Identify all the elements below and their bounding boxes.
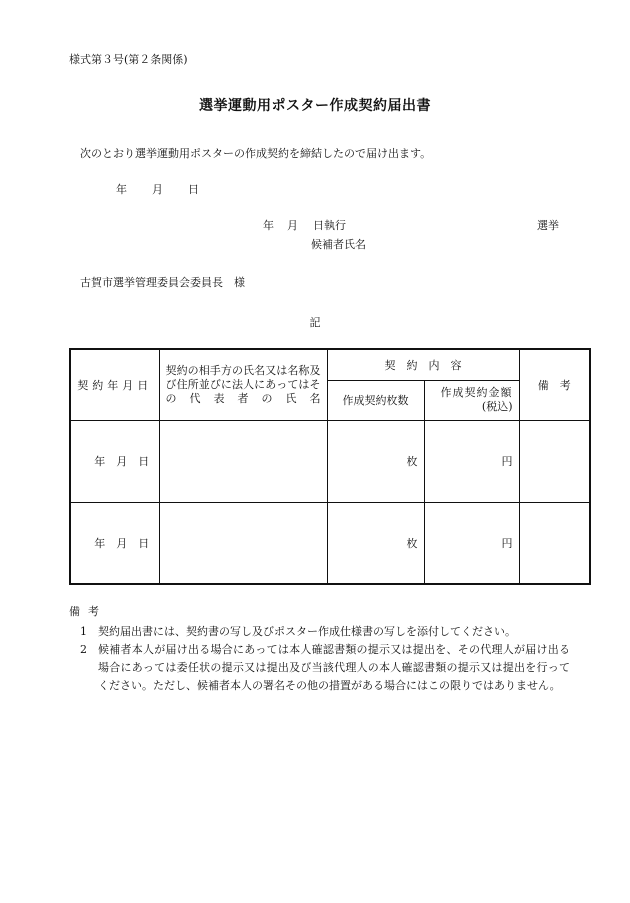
date-year: 年 bbox=[116, 183, 127, 196]
notes-list bbox=[80, 623, 570, 695]
table-row bbox=[70, 420, 590, 502]
intro-text: 次のとおり選挙運動用ポスターの作成契約を締結したので届け出ます。 bbox=[80, 147, 432, 160]
election-label: 選挙 bbox=[537, 219, 559, 232]
header-remarks: 備 考 bbox=[519, 349, 590, 420]
date-day: 日 bbox=[188, 183, 199, 196]
form-number: 様式第３号(第２条関係) bbox=[69, 53, 188, 66]
note-item bbox=[80, 641, 570, 695]
execution-date bbox=[263, 217, 346, 233]
row-amount[interactable]: 円 bbox=[424, 420, 519, 502]
ki-label: 記 bbox=[309, 316, 321, 329]
row-date[interactable]: 年 月 日 bbox=[70, 420, 159, 502]
contract-table bbox=[69, 348, 591, 585]
row-count[interactable]: 枚 bbox=[327, 420, 424, 502]
header-amount-tax: (税込) bbox=[481, 400, 513, 413]
row-date[interactable]: 年 月 日 bbox=[70, 502, 159, 584]
exec-day: 日執行 bbox=[313, 219, 346, 232]
header-contract-party: 契約の相手方の氏名又は名称及び住所並びに法人にあってはその代表者の氏名 bbox=[159, 349, 327, 420]
table-row bbox=[70, 502, 590, 584]
exec-year: 年 bbox=[263, 219, 274, 232]
submission-date bbox=[116, 181, 199, 197]
notes-title: 備考 bbox=[69, 605, 107, 618]
header-contract-count: 作成契約枚数 bbox=[327, 380, 424, 420]
header-amount-label: 作成契約金額 bbox=[440, 386, 513, 399]
note-text: 契約届出書には、契約書の写し及びポスター作成仕様書の写しを添付してください。 bbox=[98, 625, 516, 638]
header-contract-amount bbox=[424, 380, 519, 420]
row-remarks[interactable] bbox=[519, 420, 590, 502]
candidate-name-label: 候補者氏名 bbox=[311, 238, 366, 251]
note-item bbox=[80, 623, 570, 641]
document-title: 選挙運動用ポスター作成契約届出書 bbox=[199, 98, 431, 114]
row-party[interactable] bbox=[159, 420, 327, 502]
row-count[interactable]: 枚 bbox=[327, 502, 424, 584]
row-party[interactable] bbox=[159, 502, 327, 584]
date-month: 月 bbox=[152, 183, 163, 196]
header-contract-content: 契 約 内 容 bbox=[327, 349, 519, 380]
exec-month: 月 bbox=[287, 219, 298, 232]
row-amount[interactable]: 円 bbox=[424, 502, 519, 584]
header-contract-date: 契約年月日 bbox=[70, 349, 159, 420]
note-number: 2 bbox=[80, 643, 87, 656]
note-number: 1 bbox=[80, 625, 87, 638]
note-text: 候補者本人が届け出る場合にあっては本人確認書類の提示又は提出を、その代理人が届け出る場合にあっては委任状の提示又は提出及び当該代理人の本人確認書類の提示又は提出を行ってください。ただし、候補者本人の署名その他の措置がある場合にはこの限りではありません。 bbox=[98, 643, 570, 692]
addressee: 古賀市選挙管理委員会委員長 様 bbox=[80, 276, 245, 289]
row-remarks[interactable] bbox=[519, 502, 590, 584]
